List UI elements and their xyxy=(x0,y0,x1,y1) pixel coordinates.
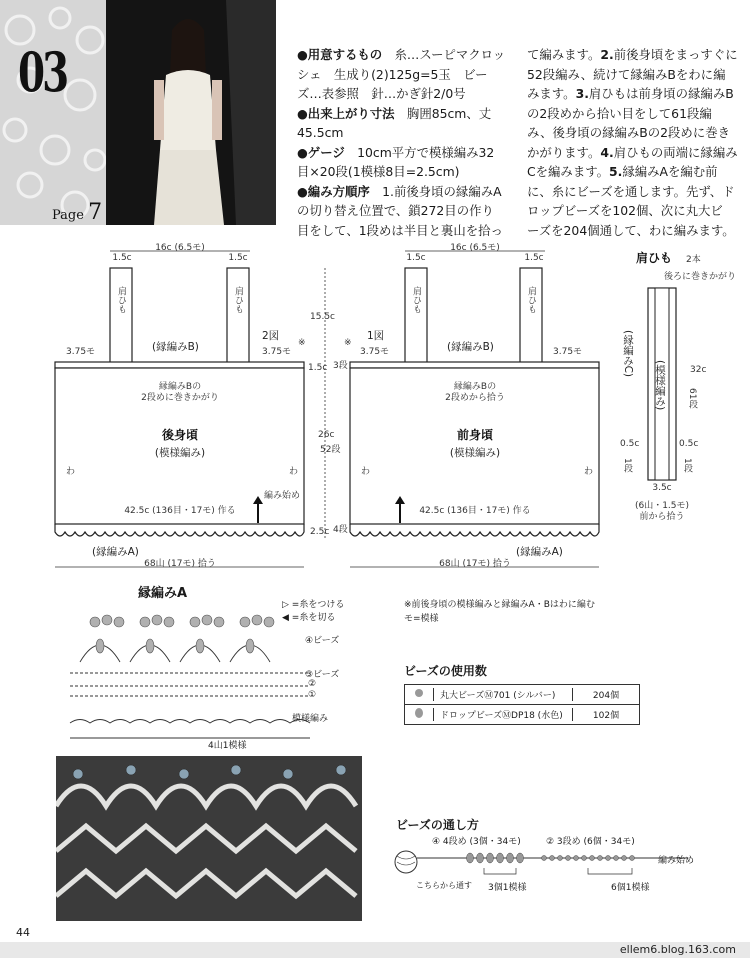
materials-heading: ●ゲージ xyxy=(297,144,345,160)
materials-text: の切り替え位置で、鎖272目の作り xyxy=(297,203,494,218)
beads-row-2 xyxy=(405,705,639,724)
front-bottom-label: 68山 (17モ) 拾う xyxy=(439,559,511,569)
back-wrap-note-1: 縁編みBの xyxy=(158,382,202,392)
pattern-number: 03 xyxy=(18,40,67,104)
materials-text: シェ 生成り(2)125g=5玉 ビー xyxy=(297,66,488,82)
back-strap-width-left: 1.5c xyxy=(112,253,132,263)
repeat-label: 4山1模様 xyxy=(208,741,247,751)
drop-bead-icon xyxy=(405,707,433,722)
strap-title: 肩ひも xyxy=(636,251,673,265)
materials-heading: 3. xyxy=(575,86,589,101)
border-a-title: 縁編みA xyxy=(138,586,188,601)
bead-code: Ⓜ701 (シルバー) xyxy=(484,691,556,701)
body-rows: 52段 xyxy=(320,445,341,455)
border-a-height: 2.5c xyxy=(310,527,330,537)
beads-table-title: ビーズの使用数 xyxy=(404,664,487,678)
row3-label: ③ビーズ xyxy=(305,670,340,680)
page-number: 44 xyxy=(16,926,30,939)
materials-text: 前後身頃をまっすぐに xyxy=(613,47,738,62)
back-width-top: 16c (6.5モ) xyxy=(155,243,205,253)
back-start-label: 編み始め xyxy=(264,491,301,501)
row1-label: ① xyxy=(308,690,317,700)
materials-text: ズ…表参照 針…かぎ針2/0号 xyxy=(297,86,466,101)
back-wrap-note-2: 2段めに巻きかがり xyxy=(141,393,219,403)
back-strap-left xyxy=(110,268,132,364)
materials-heading: ●編み方順序 xyxy=(297,183,370,199)
star-marker-2: ※ xyxy=(344,338,352,348)
legend-attach: ▷ =糸をつける xyxy=(282,600,345,610)
back-wa-right: わ xyxy=(289,467,299,477)
materials-text: 糸…スーピマクロッ xyxy=(382,47,506,62)
front-strap-label-left: 肩ひも xyxy=(411,286,421,314)
materials-line xyxy=(527,143,749,163)
strap-count: 2本 xyxy=(686,255,701,265)
round-bead-icon xyxy=(405,688,433,701)
materials-column-1 xyxy=(297,45,519,240)
beads-row-1 xyxy=(405,685,639,705)
front-side-right: 3.75モ xyxy=(553,347,583,357)
strap-height-label: 15.5c xyxy=(310,312,335,322)
pattern-label: 模様編み xyxy=(292,714,329,724)
diagram-note-1: ※前後身頃の模様編みと縁編みA・Bはわに編む xyxy=(404,600,595,610)
back-wa-left: わ xyxy=(66,467,76,477)
materials-column-2 xyxy=(527,45,749,240)
materials-line xyxy=(527,104,749,124)
star-marker-1: ※ xyxy=(298,338,306,348)
model-photo xyxy=(106,0,276,225)
border-b-height: 1.5c xyxy=(308,363,328,373)
materials-line xyxy=(527,162,749,182)
materials-text: の2段めから拾い目をして61段編 xyxy=(527,105,712,121)
back-border-b: (縁編みB) xyxy=(152,341,199,353)
materials-text: Cを編みます。 xyxy=(527,164,610,179)
threading-row2: ② 3段め (6個・34モ) xyxy=(546,837,635,847)
threading-rep2: 6個1模様 xyxy=(611,883,650,893)
strap-height: 32c xyxy=(690,365,707,375)
threading-from: こちらから通す xyxy=(416,881,472,890)
threading-title: ビーズの通し方 xyxy=(396,818,479,832)
materials-line xyxy=(297,104,519,124)
materials-line xyxy=(527,182,749,202)
back-border-a-scallop xyxy=(55,524,304,536)
back-body-diagram xyxy=(55,243,304,569)
materials-heading: ●用意するもの xyxy=(297,47,383,62)
front-figure-label: 1図 xyxy=(367,330,385,342)
materials-heading: 2. xyxy=(600,47,614,62)
bead-code: ⓂDP18 (水色) xyxy=(502,711,563,721)
schematic-diagram xyxy=(0,230,750,590)
materials-line xyxy=(297,182,519,202)
materials-line xyxy=(297,162,519,182)
page-reference-number: 7 xyxy=(88,200,103,225)
materials-text: 45.5cm xyxy=(297,125,344,140)
page-reference xyxy=(52,200,102,225)
threading-row4: ④ 4段め (3個・34モ) xyxy=(432,837,521,847)
materials-line xyxy=(297,45,519,65)
materials-text: 肩ひもの両端に縁編み xyxy=(613,144,738,160)
front-strap-width-right: 1.5c xyxy=(524,253,544,263)
back-figure-label: 2図 xyxy=(262,330,280,342)
front-border-b: (縁編みB) xyxy=(447,341,494,353)
materials-text: 縁編みAを編む前 xyxy=(622,164,718,179)
back-strap-right xyxy=(227,268,249,364)
materials-text: に、糸にビーズを通します。先ず、ド xyxy=(527,183,735,199)
front-border-a-scallop xyxy=(350,524,599,536)
back-subtitle: (模様編み) xyxy=(154,447,206,459)
back-strap-label-left: 肩ひも xyxy=(116,286,126,314)
threading-start: 編み始め xyxy=(658,856,695,866)
back-strap-label-right: 肩ひも xyxy=(233,286,243,314)
back-border-a: (縁編みA) xyxy=(92,546,139,558)
swatch-photo xyxy=(56,756,362,921)
materials-text: ロップビーズを102個、次に丸大ビ xyxy=(527,203,723,218)
materials-line xyxy=(527,123,749,143)
strap-side-right: 0.5c xyxy=(679,439,699,449)
lace-motif-image xyxy=(0,0,106,225)
materials-text: ーズを204個通して、わに編みます。 xyxy=(527,222,735,238)
source-url: ellem6.blog.163.com xyxy=(619,943,736,956)
front-wa-right: わ xyxy=(584,467,594,477)
materials-text: 目をして、1段めは半目と裏山を拾っ xyxy=(297,222,503,238)
front-strap-width-left: 1.5c xyxy=(406,253,426,263)
materials-line xyxy=(527,84,749,104)
row2-label: ② xyxy=(308,679,317,689)
back-side-left: 3.75モ xyxy=(66,347,96,357)
border-a-rows: 4段 xyxy=(333,525,348,535)
materials-line xyxy=(297,65,519,85)
strap-pattern-label: (模様編み) xyxy=(654,360,666,411)
materials-text: かがります。 xyxy=(527,144,601,160)
strap-side-rows-left: 1段 xyxy=(622,458,632,473)
strap-border-c: (縁編みC) xyxy=(622,330,634,378)
bead-name: 丸大ビーズ xyxy=(440,691,485,701)
materials-line xyxy=(297,143,519,163)
bead-name: ドロップビーズ xyxy=(440,711,503,721)
materials-line xyxy=(297,201,519,221)
front-border-a: (縁編みA) xyxy=(516,546,563,558)
materials-text: 1.前後身頃の縁編みA xyxy=(369,183,502,199)
materials-heading: 4. xyxy=(600,144,614,160)
strap-pick-1: (6山・1.5モ) xyxy=(634,501,690,511)
front-width-top: 16c (6.5モ) xyxy=(450,243,500,253)
beads-table xyxy=(404,684,640,725)
materials-text: み、後身頃の縁編みBの2段めに巻き xyxy=(527,125,730,140)
materials-text: 52段編み、続けて縁編みBをわに編 xyxy=(527,66,726,82)
materials-text: 目×20段(1模様8目=2.5cm) xyxy=(297,164,460,179)
body-height: 26c xyxy=(318,430,335,440)
strap-detail-diagram xyxy=(620,250,736,522)
materials-line xyxy=(527,65,749,85)
front-base-label: 42.5c (136目・17モ) 作る xyxy=(419,506,531,516)
threading-rep4: 3個1模様 xyxy=(488,883,527,893)
materials-line xyxy=(527,201,749,221)
front-strap-left xyxy=(405,268,427,364)
border-b-rows: 3段 xyxy=(333,361,348,371)
materials-text: て編みます。 xyxy=(527,47,601,62)
front-pick-note-2: 2段めから拾う xyxy=(445,393,505,403)
front-subtitle: (模様編み) xyxy=(449,447,501,459)
bead-qty: 102個 xyxy=(572,708,639,721)
strap-pick-2: 前から拾う xyxy=(639,512,685,522)
materials-line xyxy=(297,84,519,104)
materials-heading: 5. xyxy=(609,164,623,179)
back-strap-width-right: 1.5c xyxy=(228,253,248,263)
front-body-diagram xyxy=(350,243,599,569)
vertical-dimensions xyxy=(298,268,352,540)
front-wa-left: わ xyxy=(361,467,371,477)
materials-text: 胸囲85cm、丈 xyxy=(394,105,492,121)
strap-top-note: 後ろに巻きかがり xyxy=(664,272,737,282)
diagram-note-2: モ=模様 xyxy=(404,614,439,624)
back-base-label: 42.5c (136目・17モ) 作る xyxy=(124,506,236,516)
bead-qty: 204個 xyxy=(572,688,639,701)
row4-label: ④ビーズ xyxy=(305,636,340,646)
strap-height-rows: 61段 xyxy=(687,388,697,409)
materials-line xyxy=(527,45,749,65)
materials-heading: ●出来上がり寸法 xyxy=(297,105,395,121)
materials-text: 肩ひもは前身頃の縁編みB xyxy=(588,86,734,101)
front-side-left: 3.75モ xyxy=(360,347,390,357)
back-title: 後身頃 xyxy=(161,428,199,442)
legend-cut: ◀ =糸を切る xyxy=(282,613,336,623)
materials-text: みます。 xyxy=(527,86,576,101)
front-title: 前身頃 xyxy=(456,428,494,442)
strap-width: 3.5c xyxy=(652,483,672,493)
page-reference-prefix: Page xyxy=(52,208,84,223)
front-strap-right xyxy=(520,268,542,364)
strap-side-rows-right: 1段 xyxy=(682,458,692,473)
front-pick-note-1: 縁編みBの xyxy=(453,382,497,392)
back-bottom-label: 68山 (17モ) 拾う xyxy=(144,559,216,569)
materials-text: 10cm平方で模様編み32 xyxy=(344,144,495,160)
back-side-right: 3.75モ xyxy=(262,347,292,357)
materials-line xyxy=(297,123,519,143)
strap-side-left: 0.5c xyxy=(620,439,640,449)
front-strap-label-right: 肩ひも xyxy=(526,286,536,314)
